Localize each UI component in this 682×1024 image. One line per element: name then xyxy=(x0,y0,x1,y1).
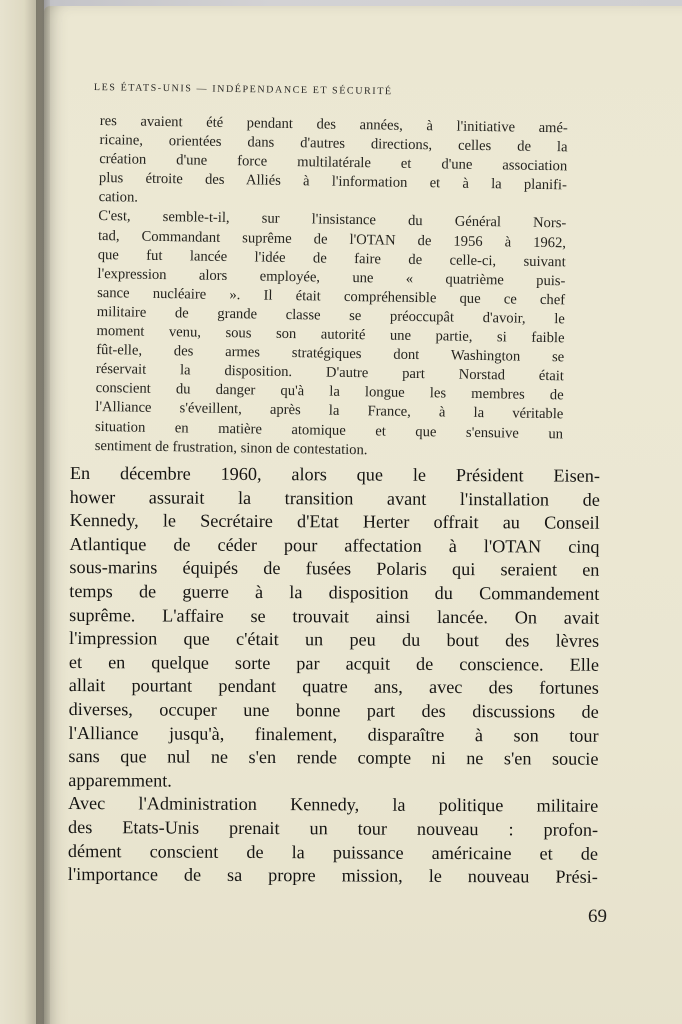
book-gutter-shadow xyxy=(36,0,50,1024)
text-line: res avaient été pendant des années, à l'initiative amé- xyxy=(99,112,568,137)
text-line: temps de guerre à la disposition du Commandement xyxy=(69,580,600,604)
text-line: plus étroite des Alliés à l'information et à la planifi- xyxy=(98,170,568,194)
text-line: l'importance de sa propre mission, le nouveau Prési- xyxy=(67,864,598,887)
text-line: ricaine, orientées dans d'autres directions, celles de la xyxy=(99,132,568,156)
text-line: l'impression que c'était un peu du bout des lèvres xyxy=(69,628,600,651)
text-line: Avec l'Administration Kennedy, la politique militaire xyxy=(68,793,599,817)
text-line: réservait la disposition. D'autre part Norstad était xyxy=(95,361,565,385)
text-line: conscient du danger qu'à la longue les membres de xyxy=(95,380,564,404)
text-line: fût-elle, des armes stratégiques dont Washington se xyxy=(96,342,565,366)
text-line: Atlantique de céder pour affectation à l'OTAN cinq xyxy=(69,533,600,557)
text-line: l'Alliance s'éveillent, après la France, à la véritable xyxy=(95,399,564,423)
text-line: dément conscient de la puissance américaine et de xyxy=(67,840,599,864)
text-line: C'est, semble-t-il, sur l'insistance du Général Nors- xyxy=(98,208,567,232)
text-line: sans que nul ne s'en rende compte ni ne s'en soucie xyxy=(68,746,599,769)
page-number: 69 xyxy=(588,906,607,927)
text-block-large xyxy=(68,462,600,889)
text-line: militaire de grande classe se préoccupât d'avoir, le xyxy=(96,303,565,328)
text-line: tad, Commandant suprême de l'OTAN de 1956 à 1962, xyxy=(97,227,567,251)
text-line: que fut lancée l'idée de faire de celle-ci, suivant xyxy=(97,246,566,270)
text-block-small xyxy=(95,112,568,463)
text-line: apparemment. xyxy=(68,769,172,791)
text-line: sous-marins équipés de fusées Polaris qui seraient en xyxy=(69,557,600,581)
text-line: moment venu, sous son autorité une partie, si faible xyxy=(96,323,565,347)
text-line: hower assurait la transition avant l'installation de xyxy=(69,486,600,510)
text-line: suprême. L'affaire se trouvait ainsi lancée. On avait xyxy=(69,604,600,628)
text-line: et en quelque sorte par acquit de conscience. Elle xyxy=(68,651,599,675)
text-line: cation. xyxy=(98,189,139,206)
text-line: sance nucléaire ». Il était compréhensible que ce chef xyxy=(97,284,566,309)
running-head: LES ÉTATS-UNIS — INDÉPENDANCE ET SÉCURITÉ xyxy=(93,82,393,98)
text-line: l'Alliance jusqu'à, finalement, disparaître à son tour xyxy=(68,722,599,746)
text-line: sentiment de frustration, sinon de contestation. xyxy=(94,437,368,458)
text-line: situation en matière atomique et que s'ensuive un xyxy=(94,418,564,442)
text-line: Kennedy, le Secrétaire d'Etat Herter offrait au Conseil xyxy=(69,510,600,533)
text-line: l'expression alors employée, une « quatrième puis- xyxy=(97,265,566,290)
text-line: En décembre 1960, alors que le Président Eisen- xyxy=(69,463,600,486)
text-line: des Etats-Unis prenait un tour nouveau : profon- xyxy=(68,816,599,840)
text-line: allait pourtant pendant quatre ans, avec des fortunes xyxy=(68,675,599,699)
text-line: création d'une force multilatérale et d'une association xyxy=(99,151,568,175)
text-line: diverses, occuper une bonne part des discussions de xyxy=(68,698,599,722)
